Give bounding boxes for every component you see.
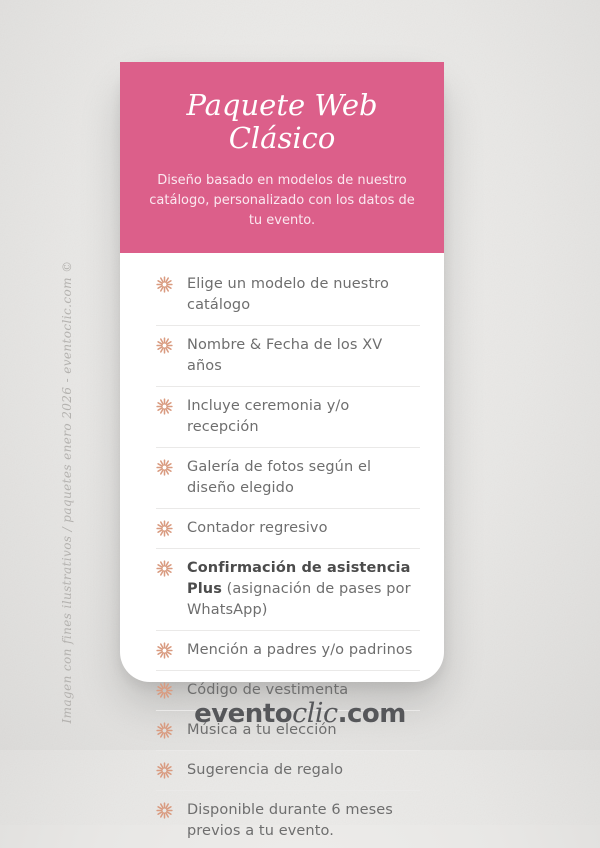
starburst-icon (156, 802, 173, 819)
list-item-text: Elige un modelo de nuestro catálogo (187, 276, 389, 314)
list-item (156, 390, 420, 444)
list-item (156, 794, 420, 848)
list-item (156, 634, 420, 667)
list-item-text: Mención a padres y/o padrinos (187, 642, 413, 659)
package-card-header (120, 62, 444, 253)
feature-list (120, 253, 444, 848)
starburst-icon (156, 398, 173, 415)
list-item (156, 268, 420, 322)
divider (156, 630, 420, 631)
list-item (156, 754, 420, 787)
list-item (156, 451, 420, 505)
divider (156, 447, 420, 448)
list-item-text: Contador regresivo (187, 520, 328, 537)
starburst-icon (156, 682, 173, 699)
list-item-text: Incluye ceremonia y/o recepción (187, 398, 350, 436)
starburst-icon (156, 520, 173, 537)
package-subtitle: Diseño basado en modelos de nuestro catálogo, personalizado con los datos de tu evento. (149, 172, 415, 228)
list-item-text: Disponible durante 6 meses previos a tu evento. (187, 802, 393, 840)
list-item-text: Confirmación de asistencia Plus (asignación de pases por WhatsApp) (187, 560, 411, 619)
brand-logo-clic: clic (292, 698, 338, 729)
divider (156, 508, 420, 509)
list-item-text: Código de vestimenta (187, 682, 349, 699)
divider (156, 548, 420, 549)
starburst-icon (156, 642, 173, 659)
image-disclaimer-watermark: Imagen con fines ilustrativos / paquetes enero 2026 - eventoclic.com © (60, 260, 74, 724)
brand-logo (0, 698, 600, 729)
list-item-text: Sugerencia de regalo (187, 762, 344, 779)
divider (156, 750, 420, 751)
list-item (156, 329, 420, 383)
brand-logo-evento: evento (194, 699, 293, 729)
list-item (156, 552, 420, 627)
package-title: Paquete Web Clásico (186, 88, 378, 156)
list-item-text: Nombre & Fecha de los XV años (187, 337, 383, 375)
starburst-icon (156, 762, 173, 779)
list-item (156, 512, 420, 545)
divider (156, 670, 420, 671)
starburst-icon (156, 560, 173, 577)
brand-logo-com: .com (337, 699, 406, 729)
divider (156, 325, 420, 326)
list-item-text: Música a tu elección (187, 722, 337, 739)
divider (156, 790, 420, 791)
list-item-text: Galería de fotos según el diseño elegido (187, 459, 372, 497)
starburst-icon (156, 459, 173, 476)
starburst-icon (156, 276, 173, 293)
divider (156, 386, 420, 387)
starburst-icon (156, 337, 173, 354)
